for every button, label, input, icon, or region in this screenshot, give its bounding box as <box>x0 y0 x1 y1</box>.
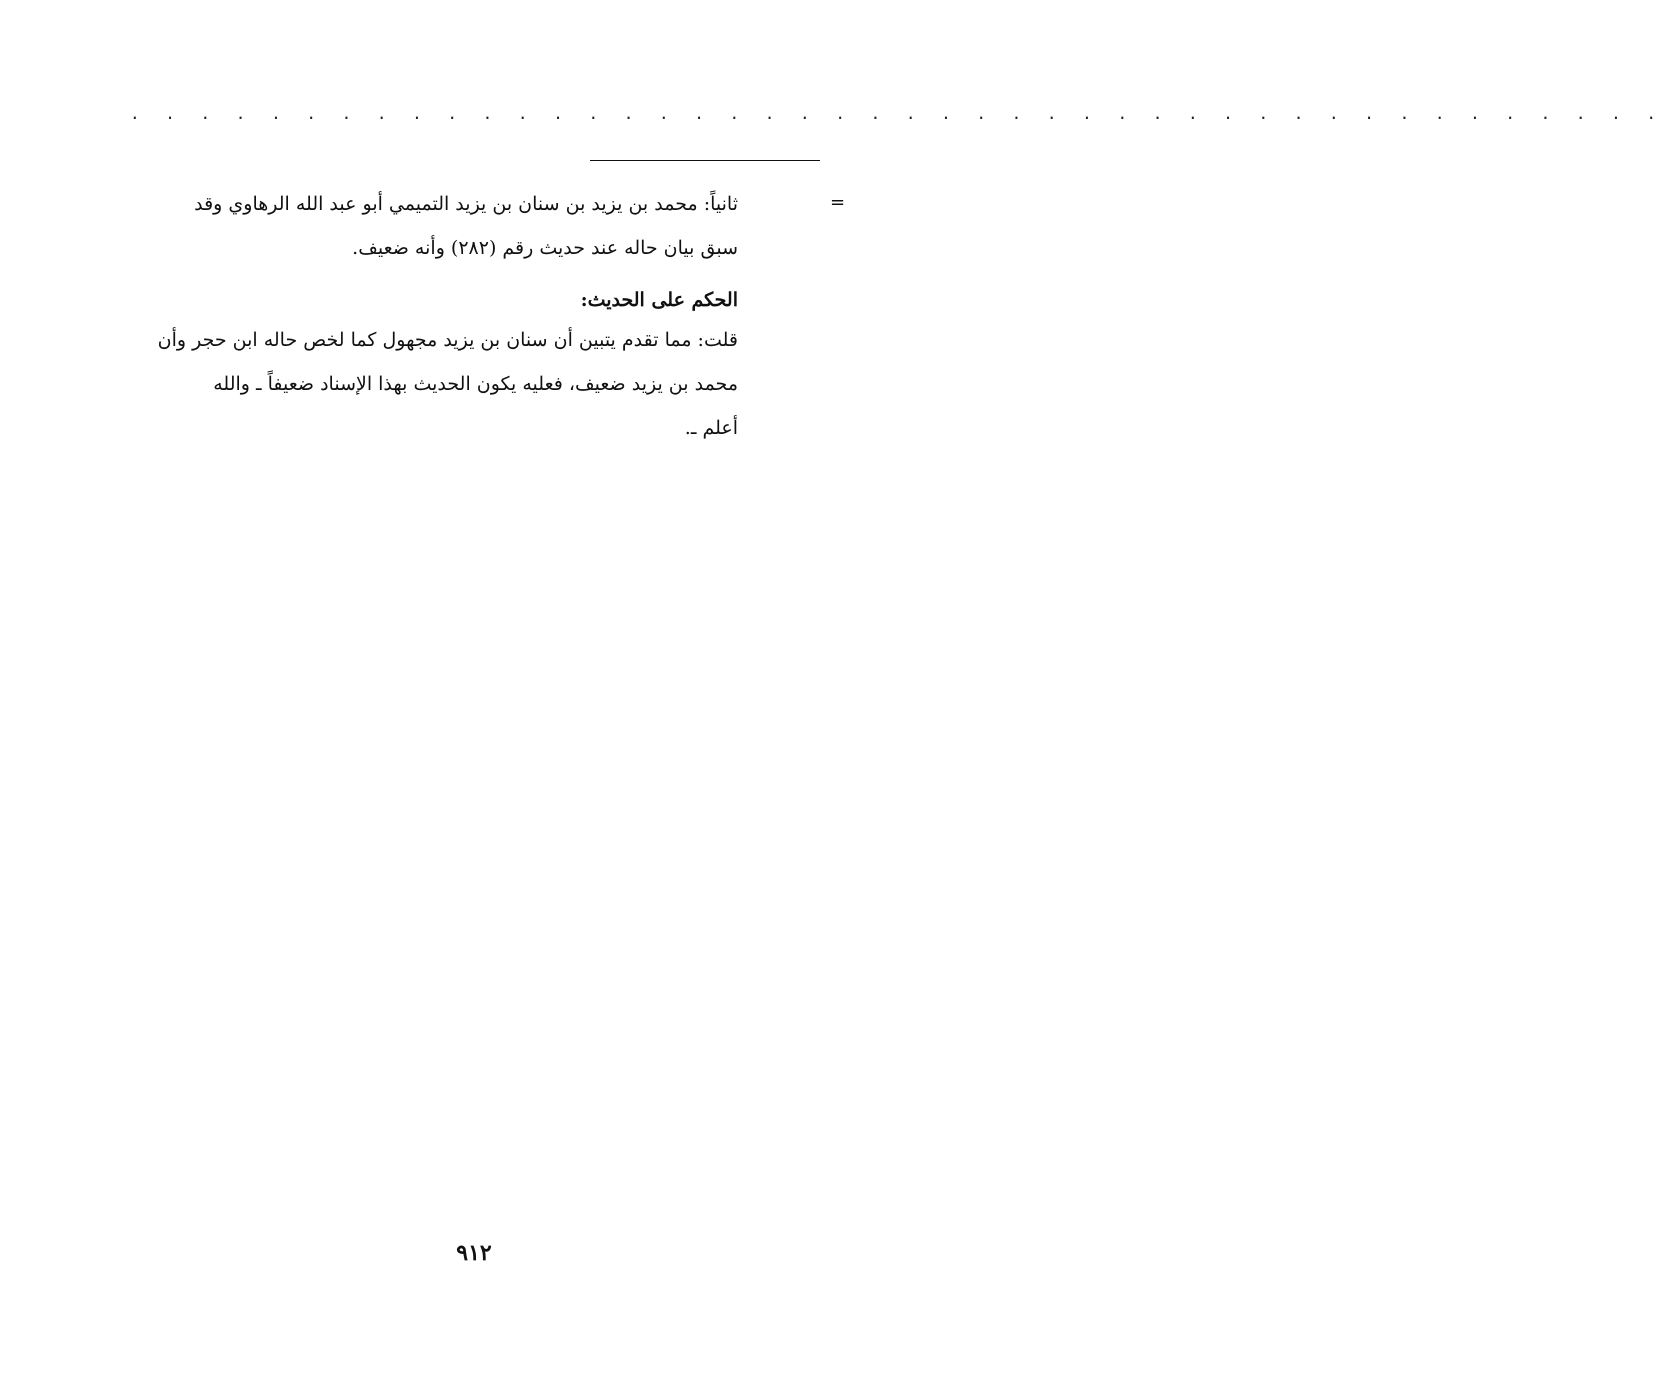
page-number: ٩١٢ <box>456 1240 492 1266</box>
text-line: محمد بن يزيد ضعيف، فعليه يكون الحديث بهذا الإسناد ضعيفاً ـ والله <box>213 373 738 395</box>
section-heading: الحكم على الحديث: <box>580 289 738 311</box>
text-line: سبق بيان حاله عند حديث رقم (٢٨٢) وأنه ضعيف. <box>352 237 738 259</box>
text-line: أعلم ـ. <box>684 417 738 439</box>
text-line: قلت: مما تقدم يتبين أن سنان بن يزيد مجهول كما لخص حاله ابن حجر وأن <box>157 329 738 351</box>
dotted-separator: . . . . . . . . . . . . . . . . . . . . . . . . . . . . . . . . . . . . . . . . . . . . <box>130 104 1664 123</box>
paragraph-narrator <box>120 182 738 270</box>
continuation-mark: = <box>830 192 846 213</box>
paragraph-ruling <box>120 318 738 450</box>
footnote-rule <box>590 160 820 161</box>
text-line: ثانياً: محمد بن يزيد بن سنان بن يزيد التميمي أبو عبد الله الرهاوي وقد <box>194 193 738 215</box>
